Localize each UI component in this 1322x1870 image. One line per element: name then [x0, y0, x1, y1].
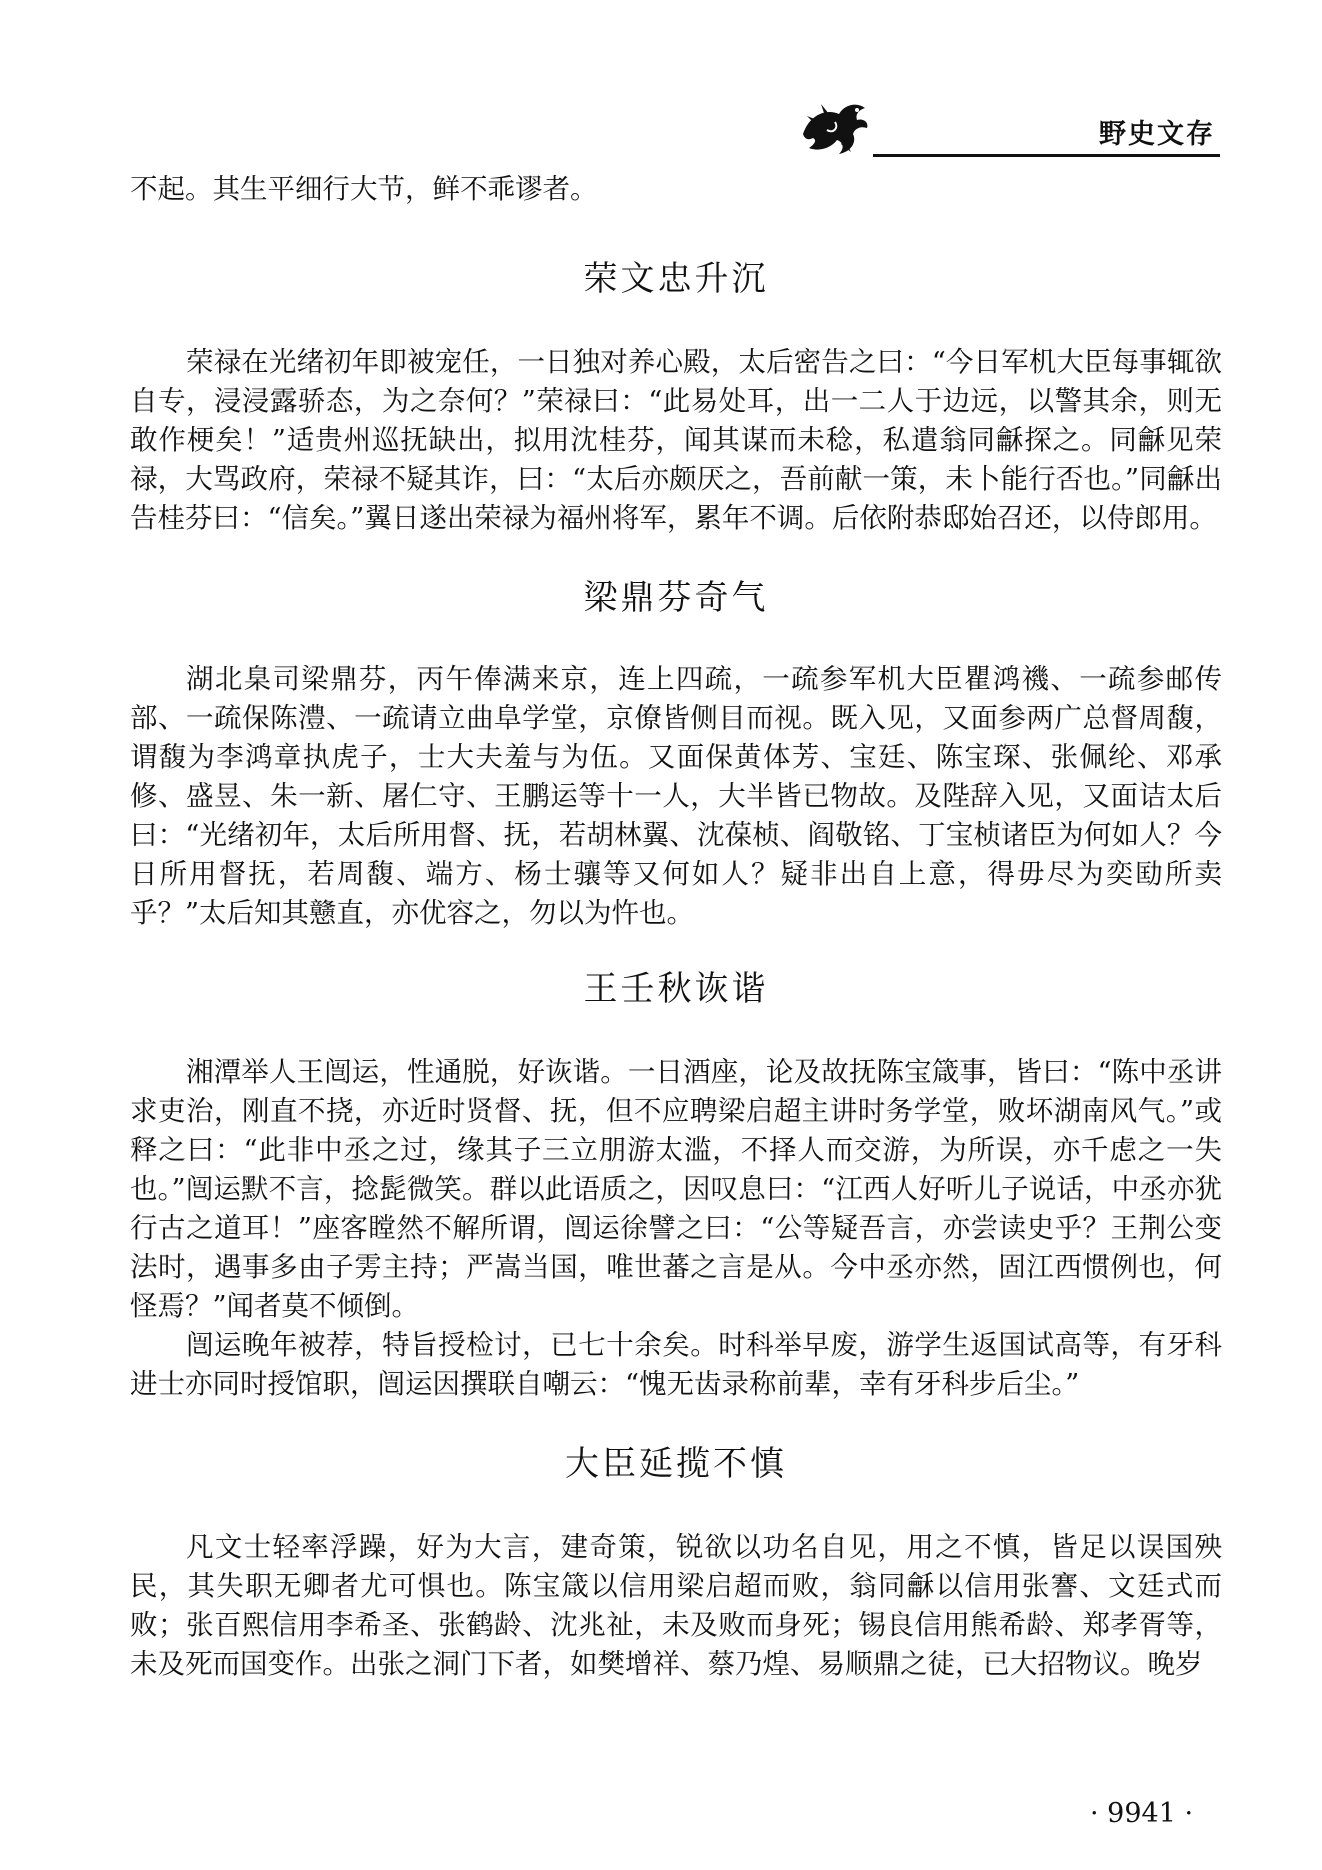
section-2-paragraph-1: 湖北臬司梁鼎芬，丙午俸满来京，连上四疏，一疏参军机大臣瞿鸿禨、一疏参邮传部、一疏保陈澧、一疏请立曲阜学堂，京僚皆侧目而视。既入见，又面参两广总督周馥，谓馥为李鸿章执虎子，士大夫羞与为伍。又面保黄体芳、宝廷、陈宝琛、张佩纶、邓承修、盛昱、朱一新、屠仁守、王鹏运等十一人，大半皆已物故。及陛辞入见，又面诘太后曰：“光绪初年，太后所用督、抚，若胡林翼、沈葆桢、阎敬铭、丁宝桢诸臣为何如人？今日所用督抚，若周馥、端方、杨士骧等又何如人？疑非出自上意，得毋尽为奕劻所卖乎？”太后知其戆直，亦优容之，勿以为忤也。: [130, 663, 1222, 929]
section-title-3: 王壬秋诙谐: [583, 969, 769, 1009]
section-4-paragraph-1: 凡文士轻率浮躁，好为大言，建奇策，锐欲以功名自见，用之不慎，皆足以误国殃民，其失职无卿者尤可惧也。陈宝箴以信用梁启超而败，翁同龢以信用张謇、文廷式而败；张百熙信用李希圣、张鹤龄、沈兆祉，未及败而身死；锡良信用熊希龄、郑孝胥等，未及死而国变作。出张之洞门下者，如樊增祥、蔡乃煌、易顺鼎之徒，已大招物议。晚岁: [130, 1531, 1222, 1680]
page-body: [130, 170, 1222, 1684]
section-1-paragraph-1: 荣禄在光绪初年即被宠任，一日独对养心殿，太后密告之曰：“今日军机大臣每事辄欲自专，浸浸露骄态，为之奈何？”荣禄曰：“此易处耳，出一二人于边远，以警其余，则无敢作梗矣！”适贵州巡抚缺出，拟用沈桂芬，闻其谋而未稔，私遣翁同龢探之。同龢见荣禄，大骂政府，荣禄不疑其诈，曰：“太后亦颇厌之，吾前献一策，未卜能行否也。”同龢出告桂芬曰：“信矣。”翼日遂出荣禄为福州将军，累年不调。后依附恭邸始召还，以侍郎用。: [130, 346, 1222, 534]
opening-paragraph: 不起。其生平细行大节，鲜不乖谬者。: [130, 173, 598, 205]
section-3-paragraph-2: 闿运晚年被荐，特旨授检讨，已七十余矣。时科举早废，游学生返国试高等，有牙科进士亦同时授馆职，闿运因撰联自嘲云：“愧无齿录称前辈，幸有牙科步后尘。”: [130, 1329, 1222, 1400]
section-title-2: 梁鼎芬奇气: [583, 578, 769, 618]
section-title-4: 大臣延揽不慎: [565, 1444, 787, 1484]
running-header: [795, 88, 1220, 168]
running-header-title: 野史文存: [1099, 119, 1215, 150]
section-title-1: 荣文忠升沉: [583, 259, 769, 299]
dragon-icon: [795, 94, 875, 160]
section-3-paragraph-1: 湘潭举人王闿运，性通脱，好诙谐。一日酒座，论及故抚陈宝箴事，皆曰：“陈中丞讲求吏治，刚直不挠，亦近时贤督、抚，但不应聘梁启超主讲时务学堂，败坏湖南风气。”或释之曰：“此非中丞之过，缘其子三立朋游太滥，不择人而交游，为所误，亦千虑之一失也。”闿运默不言，捻髭微笑。群以此语质之，因叹息曰：“江西人好听儿子说话，中丞亦犹行古之道耳！”座客瞠然不解所谓，闿运徐譬之曰：“公等疑吾言，亦尝读史乎？王荆公变法时，遇事多由子雱主持；严嵩当国，唯世蕃之言是从。今中丞亦然，固江西惯例也，何怪焉？”闻者莫不倾倒。: [130, 1056, 1222, 1322]
header-rule: [873, 154, 1220, 157]
page-number: · 9941 ·: [1090, 1798, 1194, 1829]
